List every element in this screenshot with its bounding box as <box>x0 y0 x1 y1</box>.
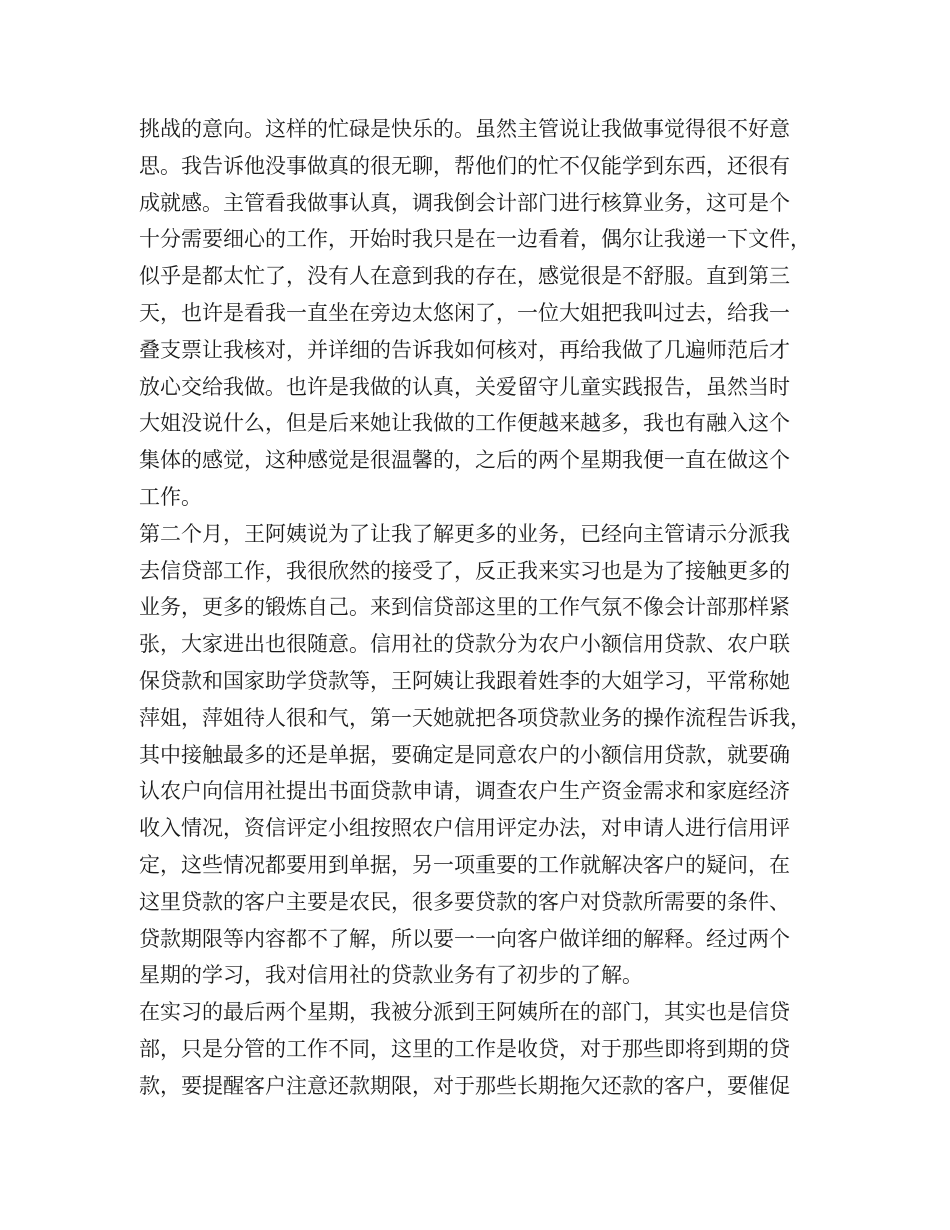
text-line: 业务，更多的锻炼自己。来到信贷部这里的工作气氛不像会计部那样紧 <box>139 595 790 620</box>
text-line: 挑战的意向。这样的忙碌是快乐的。虽然主管说让我做事觉得很不好意 <box>139 117 790 141</box>
text-line: 认农户向信用社提出书面贷款申请，调查农户生产资金需求和家庭经济 <box>139 779 790 804</box>
text-line: 贷款期限等内容都不了解，所以要一一向客户做详细的解释。经过两个 <box>139 926 790 951</box>
text-line: 萍姐，萍姐待人很和气，第一天她就把各项贷款业务的操作流程告诉我， <box>139 705 811 730</box>
text-line: 第二个月，王阿姨说为了让我了解更多的业务，已经向主管请示分派我 <box>139 521 790 546</box>
text-line: 定，这些情况都要用到单据，另一项重要的工作就解决客户的疑问，在 <box>139 852 790 877</box>
text-line: 保贷款和国家助学贷款等，王阿姨让我跟着姓李的大姐学习，平常称她 <box>139 668 790 693</box>
text-line: 张，大家进出也很随意。信用社的贷款分为农户小额信用贷款、农户联 <box>139 632 790 657</box>
text-line: 其中接触最多的还是单据，要确定是同意农户的小额信用贷款，就要确 <box>139 742 790 767</box>
text-line: 放心交给我做。也许是我做的认真，关爱留守儿童实践报告，虽然当时 <box>139 374 790 399</box>
text-line: 收入情况，资信评定小组按照农户信用评定办法，对申请人进行信用评 <box>139 816 790 841</box>
text-line: 部，只是分管的工作不同，这里的工作是收贷，对于那些即将到期的贷 <box>139 1036 790 1061</box>
text-line: 十分需要细心的工作，开始时我只是在一边看着，偶尔让我递一下文件， <box>139 227 811 252</box>
text-line: 工作。 <box>139 484 202 509</box>
text-line: 成就感。主管看我做事认真，调我倒会计部门进行核算业务，这可是个 <box>139 190 790 215</box>
text-line: 似乎是都太忙了，没有人在意到我的存在，感觉很是不舒服。直到第三 <box>139 264 790 289</box>
text-line: 在实习的最后两个星期，我被分派到王阿姨所在的部门，其实也是信贷 <box>139 1000 790 1025</box>
text-line: 这里贷款的客户主要是农民，很多要贷款的客户对贷款所需要的条件、 <box>139 889 790 914</box>
text-line: 大姐没说什么，但是后来她让我做的工作便越来越多，我也有融入这个 <box>139 411 790 436</box>
text-line: 天，也许是看我一直坐在旁边太悠闲了，一位大姐把我叫过去，给我一 <box>139 300 790 325</box>
body-text <box>139 111 825 1105</box>
text-line: 叠支票让我核对，并详细的告诉我如何核对，再给我做了几遍师范后才 <box>139 337 790 362</box>
text-line: 款，要提醒客户注意还款期限，对于那些长期拖欠还款的客户，要催促 <box>139 1073 790 1098</box>
text-line: 星期的学习，我对信用社的贷款业务有了初步的了解。 <box>139 963 643 988</box>
text-line: 思。我告诉他没事做真的很无聊，帮他们的忙不仅能学到东西，还很有 <box>139 153 790 178</box>
text-line: 集体的感觉，这种感觉是很温馨的，之后的两个星期我便一直在做这个 <box>139 448 790 473</box>
text-line: 去信贷部工作，我很欣然的接受了，反正我来实习也是为了接触更多的 <box>139 558 790 583</box>
